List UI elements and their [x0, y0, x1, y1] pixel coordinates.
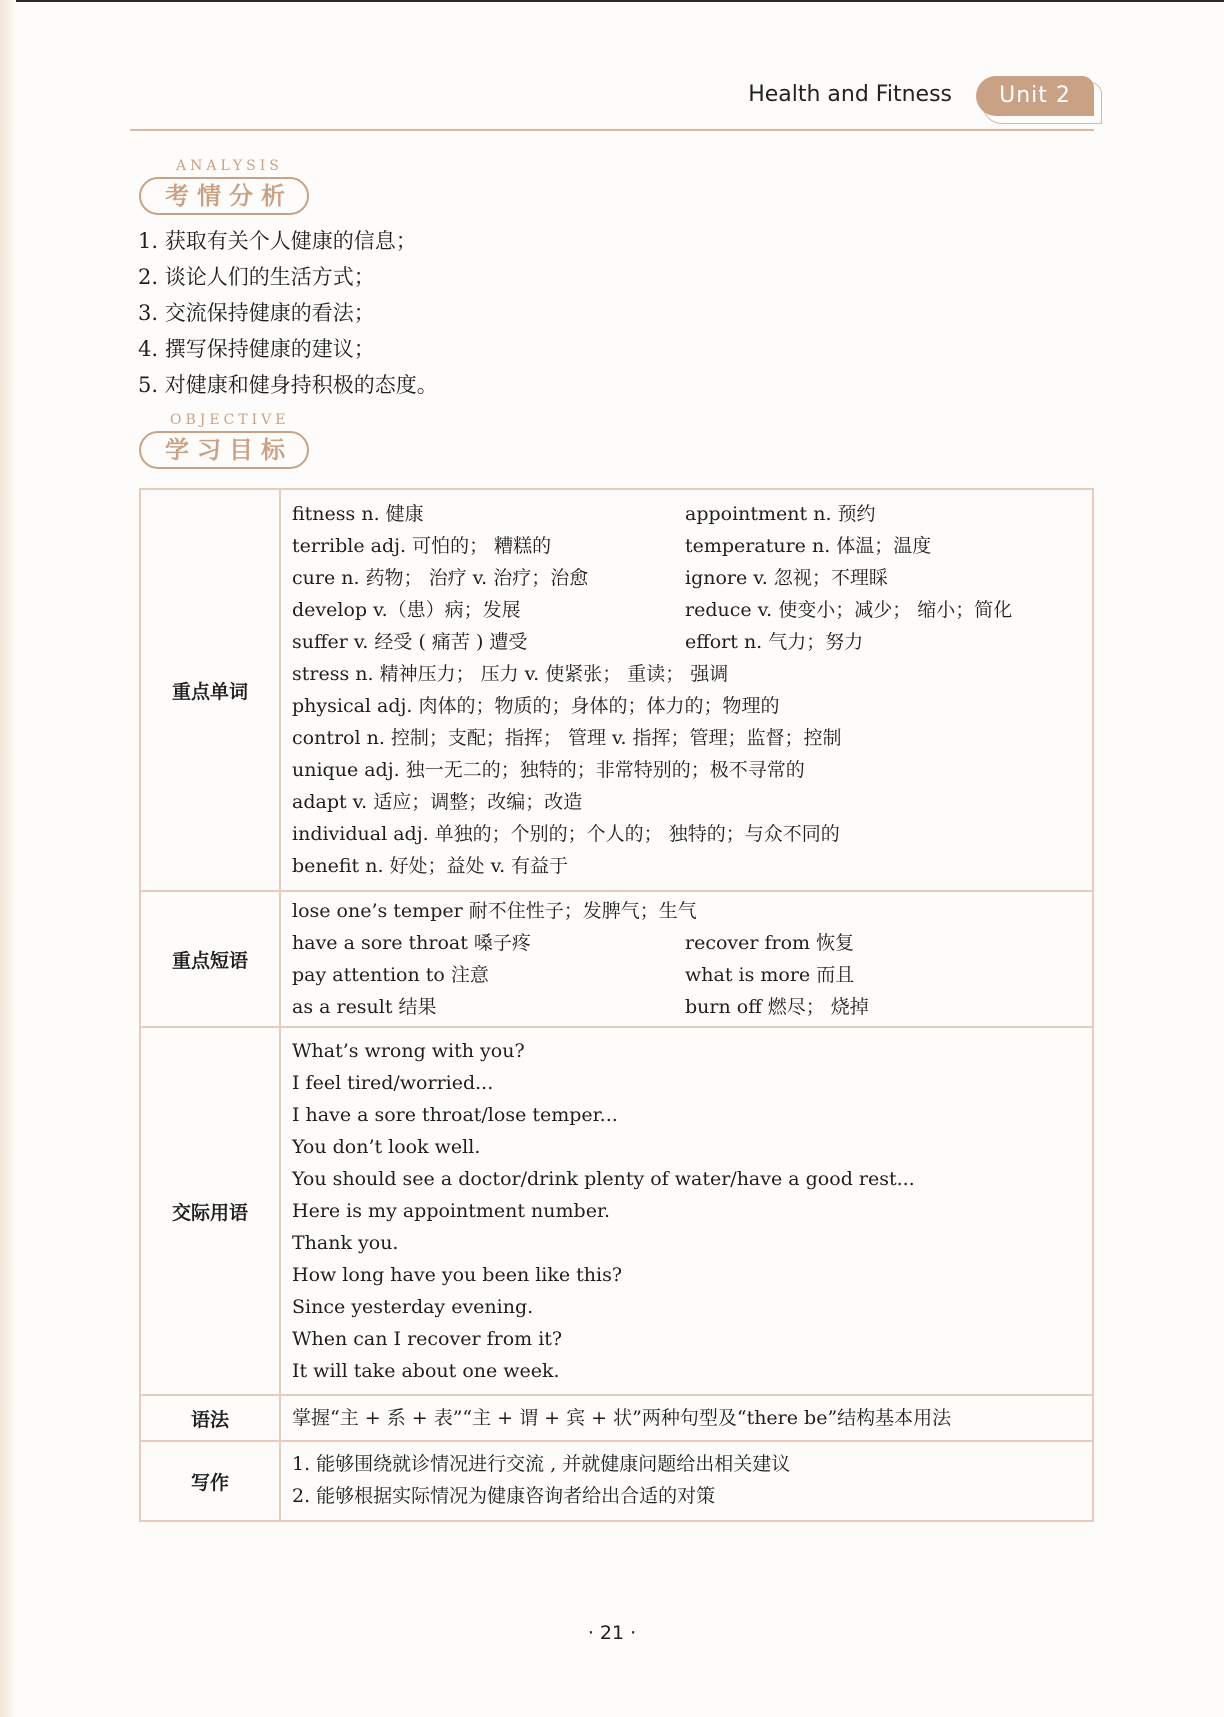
expression-line: I have a sore throat/lose temper...: [292, 1104, 618, 1126]
expression-line: Here is my appointment number.: [292, 1200, 610, 1222]
page-number: · 21 ·: [587, 1622, 637, 1644]
vocab-term: temperature n. 体温；温度: [685, 535, 932, 557]
objectives-table: [139, 488, 1094, 1522]
vocab-term: suffer v. 经受 ( 痛苦 ) 遭受: [292, 631, 528, 653]
phrase-term: as a result 结果: [292, 996, 437, 1018]
objective-title: 学习目标: [139, 431, 309, 469]
phrase-term: what is more 而且: [685, 964, 855, 986]
vocab-term: effort n. 气力；努力: [685, 631, 864, 653]
vocab-content: [280, 489, 1093, 891]
phrases-row: [140, 891, 1093, 1027]
vocab-line: [292, 658, 1092, 690]
vocab-term: fitness n. 健康: [292, 503, 424, 525]
vocab-term: reduce v. 使变小；减少； 缩小；简化: [685, 599, 1013, 621]
expression-line: How long have you been like this?: [292, 1264, 623, 1286]
expressions-row: [140, 1027, 1093, 1395]
expression-line: You should see a doctor/drink plenty of water/have a good rest...: [292, 1168, 915, 1190]
expression-line: What’s wrong with you?: [292, 1040, 525, 1062]
vocab-line: [292, 722, 1092, 754]
vocab-term: physical adj. 肉体的；物质的；身体的；体力的；物理的: [292, 695, 780, 717]
analysis-en-label: ANALYSIS: [176, 158, 283, 174]
grammar-content: [280, 1395, 1093, 1441]
vocab-line: [292, 850, 1092, 882]
header-rule: [130, 129, 1094, 131]
vocab-term: individual adj. 单独的；个别的；个人的； 独特的；与众不同的: [292, 823, 840, 845]
vocab-term: cure n. 药物； 治疗 v. 治疗；治愈: [292, 567, 589, 589]
vocab-term: appointment n. 预约: [685, 503, 876, 525]
vocab-line: [292, 786, 1092, 818]
vocab-term: stress n. 精神压力； 压力 v. 使紧张； 重读； 强调: [292, 663, 729, 685]
expression-line: You don’t look well.: [292, 1136, 481, 1158]
phrase-term: lose one’s temper 耐不住性子；发脾气；生气: [292, 900, 697, 922]
grammar-label: 语法: [140, 1395, 280, 1441]
analysis-item: 4. 撰写保持健康的建议；: [138, 337, 375, 361]
analysis-item: 3. 交流保持健康的看法；: [138, 301, 375, 325]
expression-line: It will take about one week.: [292, 1360, 560, 1382]
analysis-list: [138, 223, 438, 403]
phrase-line: [292, 959, 1092, 991]
vocab-term: benefit n. 好处；益处 v. 有益于: [292, 855, 569, 877]
writing-label: 写作: [140, 1441, 280, 1521]
vocab-line: [292, 818, 1092, 850]
vocab-term: unique adj. 独一无二的；独特的；非常特别的；极不寻常的: [292, 759, 805, 781]
phrase-term: recover from 恢复: [685, 932, 855, 954]
grammar-row: [140, 1395, 1093, 1441]
expression-line: Thank you.: [292, 1232, 399, 1254]
analysis-item: 2. 谈论人们的生活方式；: [138, 265, 375, 289]
analysis-item: 1. 获取有关个人健康的信息；: [138, 229, 417, 253]
analysis-item: 5. 对健康和健身持积极的态度。: [138, 373, 438, 397]
objective-en-label: OBJECTIVE: [170, 412, 290, 428]
expression-line: I feel tired/worried...: [292, 1072, 494, 1094]
expressions-content: [280, 1027, 1093, 1395]
vocab-term: adapt v. 适应；调整；改编；改造: [292, 791, 583, 813]
phrase-line: [292, 991, 1092, 1023]
vocab-line: [292, 562, 1092, 594]
phrase-line: [292, 927, 1092, 959]
vocab-line: [292, 626, 1092, 658]
expression-line: Since yesterday evening.: [292, 1296, 534, 1318]
vocab-term: control n. 控制；支配；指挥； 管理 v. 指挥；管理；监督；控制: [292, 727, 842, 749]
vocab-label: 重点单词: [140, 489, 280, 891]
writing-content: [280, 1441, 1093, 1521]
phrase-line: [292, 895, 1092, 927]
vocab-line: [292, 498, 1092, 530]
book-spine-shadow: [0, 0, 16, 1717]
vocab-term: develop v.（患）病；发展: [292, 599, 521, 621]
grammar-line: 掌握“主 + 系 + 表”“主 + 谓 + 宾 + 状”两种句型及“there be”结构基本用法: [292, 1407, 952, 1429]
phrase-term: pay attention to 注意: [292, 964, 489, 986]
vocab-term: terrible adj. 可怕的； 糟糕的: [292, 535, 552, 557]
writing-row: [140, 1441, 1093, 1521]
vocab-line: [292, 594, 1092, 626]
page-top-edge: [0, 0, 1224, 2]
vocab-line: [292, 530, 1092, 562]
unit-badge: Unit 2: [976, 76, 1094, 116]
writing-line: 1. 能够围绕就诊情况进行交流 , 并就健康问题给出相关建议: [292, 1453, 791, 1475]
vocab-term: ignore v. 忽视；不理睬: [685, 567, 888, 589]
header-title: Health and Fitness: [748, 82, 952, 107]
expressions-label: 交际用语: [140, 1027, 280, 1395]
phrases-content: [280, 891, 1093, 1027]
vocab-line: [292, 754, 1092, 786]
vocab-row: [140, 489, 1093, 891]
vocab-line: [292, 690, 1092, 722]
phrase-term: burn off 燃尽； 烧掉: [685, 996, 869, 1018]
writing-line: 2. 能够根据实际情况为健康咨询者给出合适的对策: [292, 1485, 716, 1507]
expression-line: When can I recover from it?: [292, 1328, 563, 1350]
phrase-term: have a sore throat 嗓子疼: [292, 932, 531, 954]
analysis-title: 考情分析: [139, 177, 309, 215]
phrases-label: 重点短语: [140, 891, 280, 1027]
